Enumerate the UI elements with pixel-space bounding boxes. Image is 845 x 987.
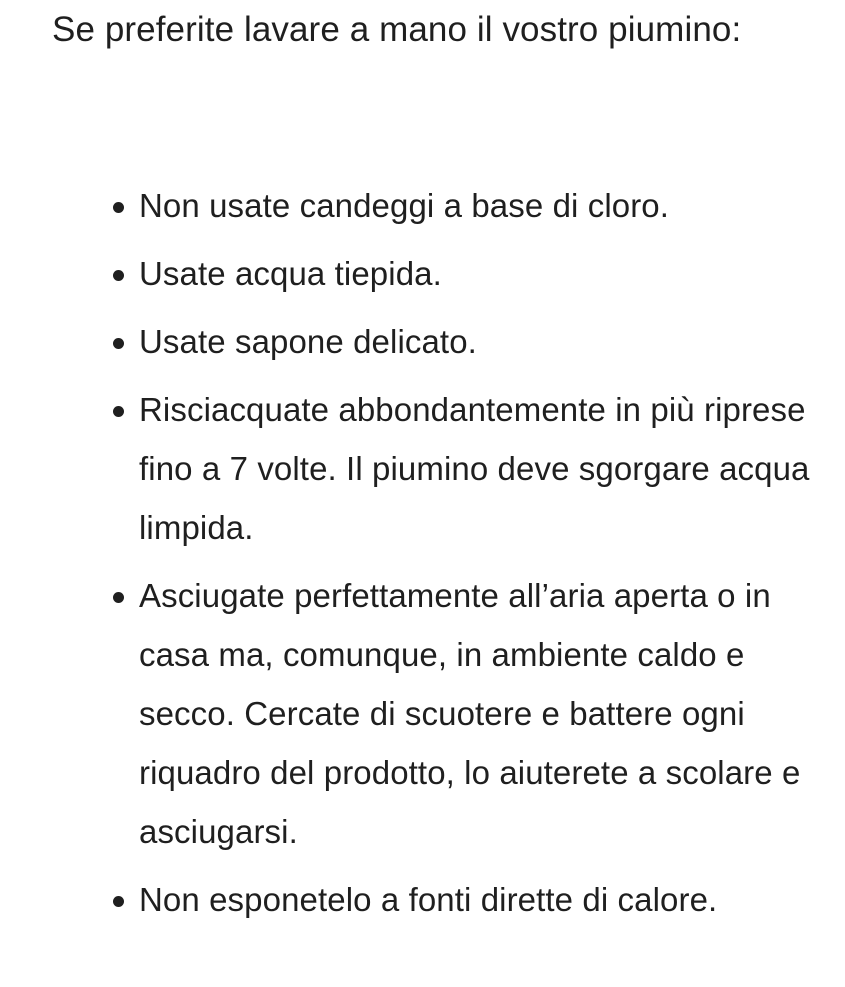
article-section: [52, 0, 812, 918]
list-item: [52, 244, 812, 303]
list-item: [52, 380, 812, 557]
bullet-icon: [113, 406, 124, 417]
bullet-icon: [113, 896, 124, 907]
list-item: [52, 870, 812, 929]
bullet-icon: [113, 592, 124, 603]
list-item: [52, 312, 812, 371]
list-item: [52, 176, 812, 235]
bullet-icon: [113, 202, 124, 213]
list-item-text: Asciugate perfettamente all’aria aperta o in casa ma, comunque, in ambiente caldo e secco. Cercate di scuotere e battere ogni riquadro del prodotto, lo aiuterete a scolare e asciugarsi.: [139, 577, 801, 850]
bullet-icon: [113, 338, 124, 349]
bullet-icon: [113, 270, 124, 281]
instructions-list: [52, 176, 812, 938]
list-item: [52, 566, 812, 861]
intro-paragraph: Se preferite lavare a mano il vostro piumino:: [52, 10, 742, 49]
list-item-text: Risciacquate abbondantemente in più riprese fino a 7 volte. Il piumino deve sgorgare acqua limpida.: [139, 391, 810, 546]
list-item-text: Usate acqua tiepida.: [139, 255, 442, 292]
list-item-text: Usate sapone delicato.: [139, 323, 477, 360]
list-item-text: Non esponetelo a fonti dirette di calore.: [139, 881, 718, 918]
list-item-text: Non usate candeggi a base di cloro.: [139, 187, 670, 224]
